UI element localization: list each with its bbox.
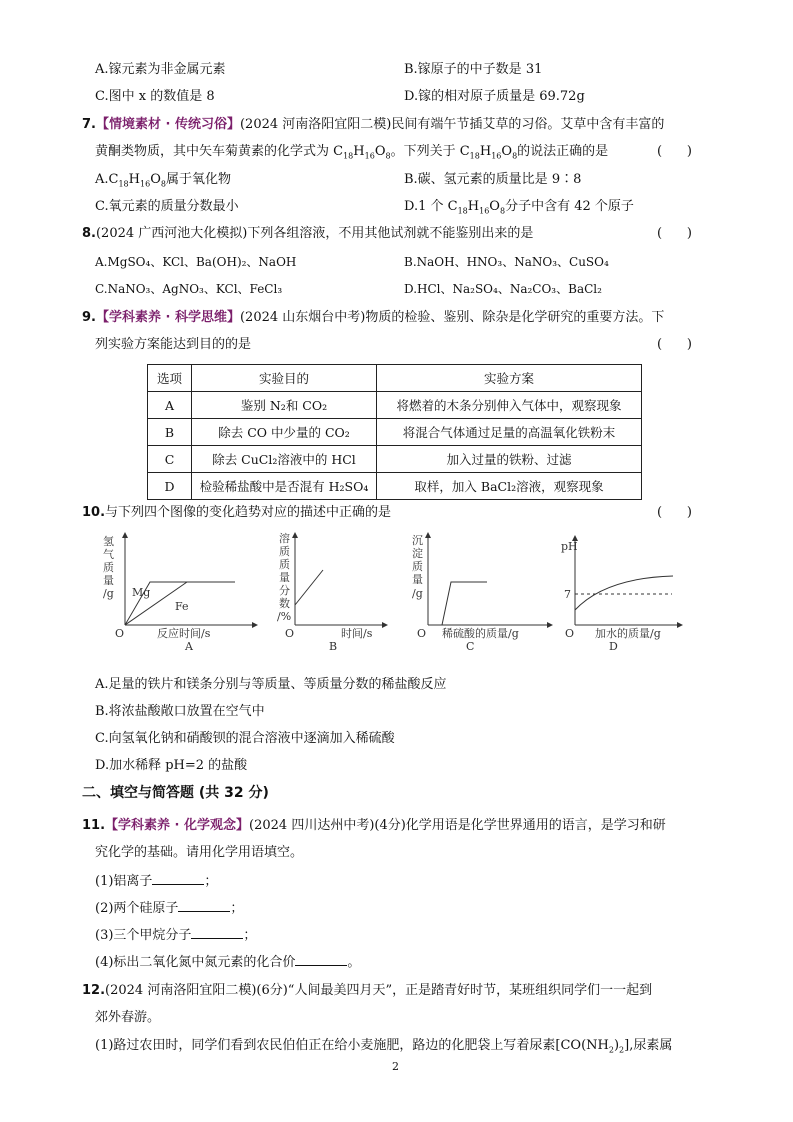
axis-label-char: 量 xyxy=(412,573,423,586)
series-line xyxy=(428,582,487,625)
axis-label-char: 气 xyxy=(103,548,114,561)
punctuation: ； xyxy=(230,901,244,916)
question-9-line2: 列实验方案能达到目的的是 xyxy=(95,337,252,352)
table-header: 实验方案 xyxy=(377,365,642,392)
tick-label: 7 xyxy=(564,588,571,601)
x-axis-label: 反应时间/s xyxy=(157,627,211,640)
table-cell: C xyxy=(148,446,192,473)
subscript: 18 xyxy=(343,151,354,161)
axis-label-char: 质 xyxy=(279,545,290,558)
subscript: 8 xyxy=(160,179,166,189)
graphs-figure xyxy=(95,530,685,660)
q11-item-2 xyxy=(95,899,243,917)
graph-c xyxy=(412,534,550,653)
q10-option-b: B.将浓盐酸敞口放置在空气中 xyxy=(95,704,265,719)
subscript: 18 xyxy=(118,179,129,189)
text-segment: ) xyxy=(613,1038,620,1053)
answer-blank[interactable] xyxy=(178,899,230,912)
origin-label: O xyxy=(285,627,295,640)
subscript: 8 xyxy=(499,206,506,216)
series-line xyxy=(295,570,323,605)
axis-label-char: 氢 xyxy=(103,535,114,548)
table-cell: B xyxy=(148,419,192,446)
q8-option-d: D.HCl、Na₂SO₄、Na₂CO₃、BaCl₂ xyxy=(404,282,602,296)
question-text: (2024 四川达州中考)(4分)化学用语是化学世界通用的语言，是学习和研 xyxy=(249,818,666,833)
text-segment: 属于氧化物 xyxy=(165,172,231,187)
item-text: (3)三个甲烷分子 xyxy=(95,928,192,943)
axis-label-char: 数 xyxy=(279,597,290,610)
question-12-line2: 郊外春游。 xyxy=(95,1010,161,1025)
q10-option-d: D.加水稀释 pH=2 的盐酸 xyxy=(95,758,248,773)
axis-label-char: 质 xyxy=(279,558,290,571)
axis-label: pH xyxy=(561,540,578,553)
punctuation: 。 xyxy=(347,955,361,970)
subscript: 16 xyxy=(491,151,502,161)
graph-a xyxy=(103,534,255,653)
table-cell: 将燃着的木条分别伸入气体中，观察现象 xyxy=(377,392,642,419)
subscript: 16 xyxy=(140,179,151,189)
graph-letter: D xyxy=(609,640,618,653)
question-tag: 【学科素养 · 科学思维】 xyxy=(95,310,240,325)
item-text: (2)两个硅原子 xyxy=(95,901,179,916)
q7-option-b: B.碳、氢元素的质量比是 9∶8 xyxy=(404,172,582,187)
table-cell: 将混合气体通过足量的高温氧化铁粉末 xyxy=(377,419,642,446)
table-header-row xyxy=(148,365,642,392)
punctuation: ； xyxy=(204,874,218,889)
x-axis-label: 加水的质量/g xyxy=(595,627,661,640)
table-cell: 除去 CuCl₂溶液中的 HCl xyxy=(192,446,377,473)
question-7-line2 xyxy=(95,144,608,161)
series-label: Mg xyxy=(132,586,151,599)
text-segment: (1)路过农田时，同学们看到农民伯伯正在给小麦施肥，路边的化肥袋上写着尿素[CO(NH xyxy=(95,1038,609,1053)
table-cell: A xyxy=(148,392,192,419)
section-heading: 二、填空与简答题 (共 32 分) xyxy=(82,785,269,801)
text-segment: 。下列关于 C xyxy=(390,144,470,159)
table-cell: 鉴别 N₂和 CO₂ xyxy=(192,392,377,419)
subscript: 8 xyxy=(385,151,391,161)
q7-option-a xyxy=(95,172,231,189)
axis-label-char: 分 xyxy=(279,584,290,597)
question-text: 与下列四个图像的变化趋势对应的描述中正确的是 xyxy=(105,505,392,520)
table-row xyxy=(148,446,642,473)
item-text: (4)标出二氧化氮中氮元素的化合价 xyxy=(95,955,296,970)
q11-item-4 xyxy=(95,953,360,971)
subscript: 2 xyxy=(619,1045,625,1055)
axis-label-char: 淀 xyxy=(412,547,423,560)
answer-bracket[interactable]: ( ) xyxy=(657,144,692,159)
question-number: 11. xyxy=(82,818,106,833)
question-text: (2024 广西河池大化模拟)下列各组溶液，不用其他试剂就不能鉴别出来的是 xyxy=(95,226,534,241)
question-10 xyxy=(82,505,391,521)
origin-label: O xyxy=(417,627,427,640)
answer-bracket[interactable]: ( ) xyxy=(657,337,692,352)
table-cell: D xyxy=(148,473,192,500)
q8-option-a: A.MgSO₄、KCl、Ba(OH)₂、NaOH xyxy=(95,255,297,269)
question-12 xyxy=(82,983,652,999)
question-7 xyxy=(82,117,664,133)
question-11-line2: 究化学的基础。请用化学用语填空。 xyxy=(95,845,304,860)
question-8 xyxy=(82,226,533,242)
series-curve xyxy=(575,576,673,610)
text-segment: H xyxy=(353,144,365,159)
q10-option-a: A.足量的铁片和镁条分别与等质量、等质量分数的稀盐酸反应 xyxy=(95,677,447,692)
axis-label-char: 量 xyxy=(279,571,290,584)
table-row xyxy=(148,473,642,500)
series-label: Fe xyxy=(175,600,189,613)
table-cell: 检验稀盐酸中是否混有 H₂SO₄ xyxy=(192,473,377,500)
answer-blank[interactable] xyxy=(191,926,243,939)
graph-d xyxy=(561,538,680,653)
q8-option-b: B.NaOH、HNO₃、NaNO₃、CuSO₄ xyxy=(404,255,609,269)
question-tag: 【情境素材 · 传统习俗】 xyxy=(95,117,240,132)
table-row xyxy=(148,392,642,419)
x-axis-label: 时间/s xyxy=(341,627,373,640)
table-row xyxy=(148,419,642,446)
answer-bracket[interactable]: ( ) xyxy=(657,226,692,241)
q6-option-a: A.镓元素为非金属元素 xyxy=(95,62,226,77)
item-text: (1)铝离子 xyxy=(95,874,153,889)
table-header: 实验目的 xyxy=(192,365,377,392)
question-text: (2024 河南洛阳宜阳二模)(6分)“人间最美四月天”，正是踏青好时节，某班组织同学们一一起到 xyxy=(105,983,653,998)
graph-letter: B xyxy=(329,640,338,653)
axis-label-char: 沉 xyxy=(412,534,423,547)
axis-label-char: 量 xyxy=(103,574,114,587)
text-segment: A.C xyxy=(95,172,119,187)
question-number: 8. xyxy=(82,226,96,241)
text-segment: O xyxy=(150,172,161,187)
axis-label-char: /% xyxy=(277,610,292,623)
text-segment: D.1 个 C xyxy=(404,199,458,214)
text-segment: ],尿素属 xyxy=(624,1038,673,1053)
question-tag: 【学科素养 · 化学观念】 xyxy=(105,818,250,833)
punctuation: ； xyxy=(243,928,257,943)
axis-label-char: 溶 xyxy=(279,532,290,545)
axis-label-char: /g xyxy=(103,587,114,600)
subscript: 2 xyxy=(608,1045,614,1055)
text-segment: O xyxy=(489,199,500,214)
question-text: (2024 山东烟台中考)物质的检验、鉴别、除杂是化学研究的重要方法。下 xyxy=(239,310,665,325)
table-header: 选项 xyxy=(148,365,192,392)
text-segment: H xyxy=(479,144,492,159)
text-segment: 黄酮类物质，其中矢车菊黄素的化学式为 C xyxy=(95,144,344,159)
question-number: 7. xyxy=(82,117,96,132)
x-axis-label: 稀硫酸的质量/g xyxy=(442,627,519,640)
q6-option-b: B.镓原子的中子数是 31 xyxy=(404,62,543,77)
q6-option-d: D.镓的相对原子质量是 69.72g xyxy=(404,89,585,104)
q6-option-c: C.图中 x 的数值是 8 xyxy=(95,89,215,104)
q11-item-3 xyxy=(95,926,256,944)
origin-label: O xyxy=(565,627,575,640)
question-text: (2024 河南洛阳宜阳二模)民间有端午节插艾草的习俗。艾草中含有丰富的 xyxy=(239,117,665,132)
q11-item-1 xyxy=(95,872,217,890)
graph-letter: C xyxy=(466,640,475,653)
q8-option-c: C.NaNO₃、AgNO₃、KCl、FeCl₃ xyxy=(95,282,283,296)
text-segment: H xyxy=(128,172,140,187)
table-cell: 除去 CO 中少量的 CO₂ xyxy=(192,419,377,446)
q7-option-c: C.氧元素的质量分数最小 xyxy=(95,199,239,214)
q7-option-d xyxy=(404,199,634,216)
subscript: 18 xyxy=(457,206,468,216)
q10-option-c: C.向氢氧化钠和硝酸钡的混合溶液中逐滴加入稀硫酸 xyxy=(95,731,395,746)
question-number: 12. xyxy=(82,983,106,998)
answer-bracket[interactable]: ( ) xyxy=(657,505,692,520)
question-11 xyxy=(82,818,666,834)
question-number: 10. xyxy=(82,505,106,520)
question-12-line3 xyxy=(95,1038,672,1055)
table-cell: 取样，加入 BaCl₂溶液，观察现象 xyxy=(377,473,642,500)
text-segment: O xyxy=(374,144,386,159)
question-9 xyxy=(82,310,664,326)
axis-label-char: /g xyxy=(412,587,423,600)
page-number: 2 xyxy=(392,1060,399,1073)
graph-b xyxy=(277,531,385,653)
experiment-table xyxy=(147,364,642,500)
axis-label-char: 质 xyxy=(412,560,423,573)
text-segment: 的说法正确的是 xyxy=(517,144,609,159)
graph-letter: A xyxy=(185,640,193,653)
subscript: 8 xyxy=(512,151,518,161)
subscript: 16 xyxy=(364,151,375,161)
origin-label: O xyxy=(115,627,125,640)
subscript: 16 xyxy=(479,206,490,216)
question-number: 9. xyxy=(82,310,96,325)
answer-blank[interactable] xyxy=(295,953,347,966)
text-segment: O xyxy=(501,144,513,159)
subscript: 18 xyxy=(469,151,480,161)
axis-label-char: 质 xyxy=(103,561,114,574)
text-segment: 分子中含有 42 个原子 xyxy=(505,199,634,214)
table-cell: 加入过量的铁粉、过滤 xyxy=(377,446,642,473)
text-segment: H xyxy=(467,199,480,214)
answer-blank[interactable] xyxy=(152,872,204,885)
